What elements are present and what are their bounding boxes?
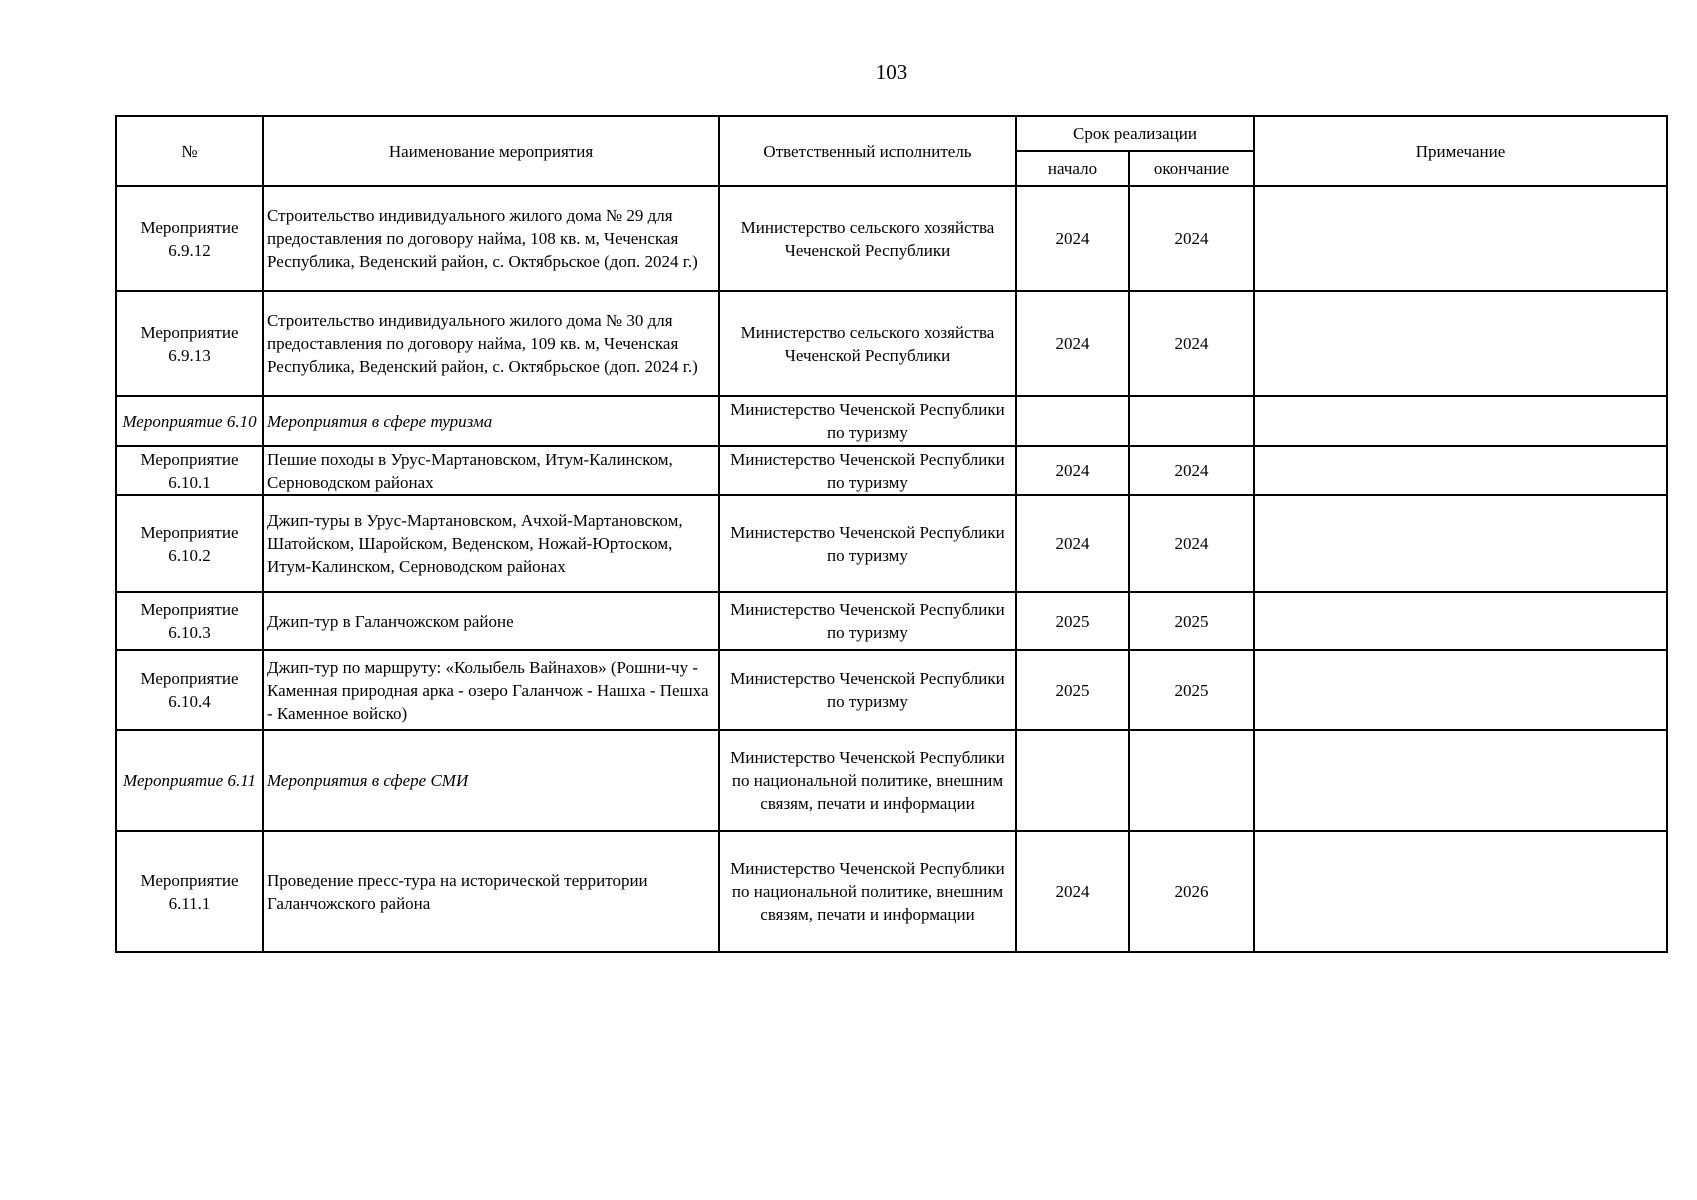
row-executor: Министерство Чеченской Республики по национальной политике, внешним связям, печати и информации [719, 730, 1016, 831]
row-executor: Министерство Чеченской Республики по национальной политике, внешним связям, печати и информации [719, 831, 1016, 952]
row-num: Мероприятие 6.10.2 [116, 495, 263, 592]
row-note [1254, 186, 1667, 291]
row-num: Мероприятие 6.10 [116, 396, 263, 446]
activities-table [115, 115, 1668, 953]
row-executor: Министерство Чеченской Республики по туризму [719, 446, 1016, 495]
row-note [1254, 730, 1667, 831]
row-name: Мероприятия в сфере туризма [263, 396, 719, 446]
table-row-section [116, 730, 1667, 831]
row-executor: Министерство Чеченской Республики по туризму [719, 396, 1016, 446]
row-start: 2024 [1016, 186, 1129, 291]
row-start [1016, 730, 1129, 831]
row-end: 2024 [1129, 186, 1254, 291]
row-name: Джип-тур по маршруту: «Колыбель Вайнахов» (Рошни-чу - Каменная природная арка - озеро Галанчож - Нашха - Пешха - Каменное войско) [263, 650, 719, 730]
row-start: 2024 [1016, 495, 1129, 592]
row-end: 2024 [1129, 446, 1254, 495]
row-note [1254, 495, 1667, 592]
row-end: 2025 [1129, 592, 1254, 650]
row-note [1254, 592, 1667, 650]
row-executor: Министерство сельского хозяйства Чеченской Республики [719, 291, 1016, 396]
row-executor: Министерство Чеченской Республики по туризму [719, 592, 1016, 650]
row-name: Пешие походы в Урус-Мартановском, Итум-Калинском, Серноводском районах [263, 446, 719, 495]
row-start: 2024 [1016, 831, 1129, 952]
row-start: 2024 [1016, 291, 1129, 396]
table-row [116, 495, 1667, 592]
row-note [1254, 650, 1667, 730]
row-start: 2025 [1016, 592, 1129, 650]
row-end: 2024 [1129, 291, 1254, 396]
row-end: 2026 [1129, 831, 1254, 952]
row-note [1254, 831, 1667, 952]
row-name: Строительство индивидуального жилого дома № 30 для предоставления по договору найма, 109 кв. м, Чеченская Республика, Веденский район, с. Октябрьское (доп. 2024 г.) [263, 291, 719, 396]
row-note [1254, 446, 1667, 495]
header-note: Примечание [1254, 116, 1667, 186]
row-end: 2024 [1129, 495, 1254, 592]
row-executor: Министерство сельского хозяйства Чеченской Республики [719, 186, 1016, 291]
row-name: Строительство индивидуального жилого дома № 29 для предоставления по договору найма, 108 кв. м, Чеченская Республика, Веденский район, с. Октябрьское (доп. 2024 г.) [263, 186, 719, 291]
row-executor: Министерство Чеченской Республики по туризму [719, 650, 1016, 730]
row-num: Мероприятие 6.10.4 [116, 650, 263, 730]
header-executor: Ответственный исполнитель [719, 116, 1016, 186]
header-start: начало [1016, 151, 1129, 186]
header-end: окончание [1129, 151, 1254, 186]
row-note [1254, 396, 1667, 446]
row-num: Мероприятие 6.9.12 [116, 186, 263, 291]
table-row [116, 291, 1667, 396]
header-period: Срок реализации [1016, 116, 1254, 151]
row-num: Мероприятие 6.11 [116, 730, 263, 831]
row-num: Мероприятие 6.10.1 [116, 446, 263, 495]
row-executor: Министерство Чеченской Республики по туризму [719, 495, 1016, 592]
table-row [116, 831, 1667, 952]
row-end: 2025 [1129, 650, 1254, 730]
table-row-section [116, 396, 1667, 446]
header-name: Наименование мероприятия [263, 116, 719, 186]
table-row [116, 186, 1667, 291]
row-name: Джип-тур в Галанчожском районе [263, 592, 719, 650]
row-start: 2024 [1016, 446, 1129, 495]
table-row [116, 650, 1667, 730]
row-num: Мероприятие 6.11.1 [116, 831, 263, 952]
row-name: Мероприятия в сфере СМИ [263, 730, 719, 831]
row-end [1129, 396, 1254, 446]
row-start [1016, 396, 1129, 446]
row-end [1129, 730, 1254, 831]
row-note [1254, 291, 1667, 396]
row-num: Мероприятие 6.10.3 [116, 592, 263, 650]
row-name: Джип-туры в Урус-Мартановском, Ачхой-Мартановском, Шатойском, Шаройском, Веденском, Ножай-Юртоском, Итум-Калинском, Серноводском районах [263, 495, 719, 592]
page-number: 103 [875, 60, 908, 84]
table-row [116, 446, 1667, 495]
row-start: 2025 [1016, 650, 1129, 730]
table-row [116, 592, 1667, 650]
header-num: № [116, 116, 263, 186]
row-num: Мероприятие 6.9.13 [116, 291, 263, 396]
row-name: Проведение пресс-тура на исторической территории Галанчожского района [263, 831, 719, 952]
